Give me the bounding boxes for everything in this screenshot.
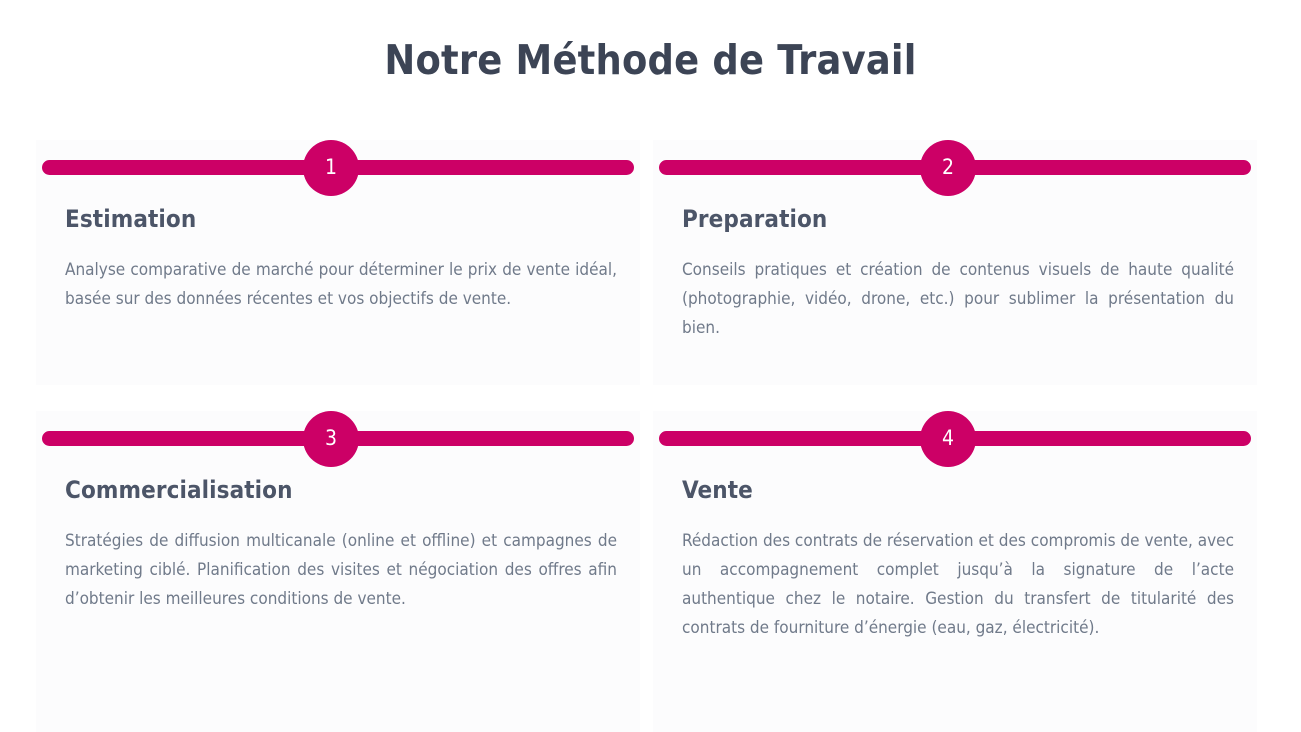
step-number-badge-4 <box>920 411 976 467</box>
step-marker-1 <box>36 140 640 200</box>
step-card-1 <box>36 140 640 385</box>
step-card-2 <box>653 140 1257 385</box>
step-heading-4: Vente <box>682 476 753 504</box>
step-number-label-2: 2 <box>941 155 955 179</box>
step-marker-4 <box>653 411 1257 471</box>
step-number-badge-1 <box>303 140 359 196</box>
step-body-2 <box>682 206 1234 343</box>
step-description-1: Analyse comparative de marché pour déterminer le prix de vente idéal, basée sur des données récentes et vos objectifs de vente. <box>65 259 617 309</box>
step-heading-2: Preparation <box>682 205 828 233</box>
step-body-3 <box>65 477 617 614</box>
step-body-4 <box>682 477 1234 644</box>
step-card-3 <box>36 411 640 732</box>
process-steps-grid <box>0 140 1301 732</box>
step-heading-1: Estimation <box>65 205 197 233</box>
step-card-4 <box>653 411 1257 732</box>
step-marker-3 <box>36 411 640 471</box>
step-number-label-1: 1 <box>324 155 338 179</box>
step-marker-2 <box>653 140 1257 200</box>
step-body-1 <box>65 206 617 314</box>
step-number-badge-2 <box>920 140 976 196</box>
step-description-4: Rédaction des contrats de réservation et des compromis de vente, avec un accompagnement complet jusqu’à la signature de l’acte authentique chez le notaire. Gestion du transfert de titularité des contrats de fourniture d’énergie (eau, gaz, électricité). <box>682 530 1234 639</box>
step-number-label-4: 4 <box>941 426 955 450</box>
step-heading-3: Commercialisation <box>65 476 293 504</box>
page-title: Notre Méthode de Travail <box>384 36 917 84</box>
step-description-2: Conseils pratiques et création de contenus visuels de haute qualité (photographie, vidéo, drone, etc.) pour sublimer la présentation du bien. <box>682 259 1234 339</box>
step-number-label-3: 3 <box>324 426 338 450</box>
step-description-3: Stratégies de diffusion multicanale (online et offline) et campagnes de marketing ciblé. Planification des visites et négociation des offres afin d’obtenir les meilleures conditions de vente. <box>65 530 617 610</box>
step-number-badge-3 <box>303 411 359 467</box>
